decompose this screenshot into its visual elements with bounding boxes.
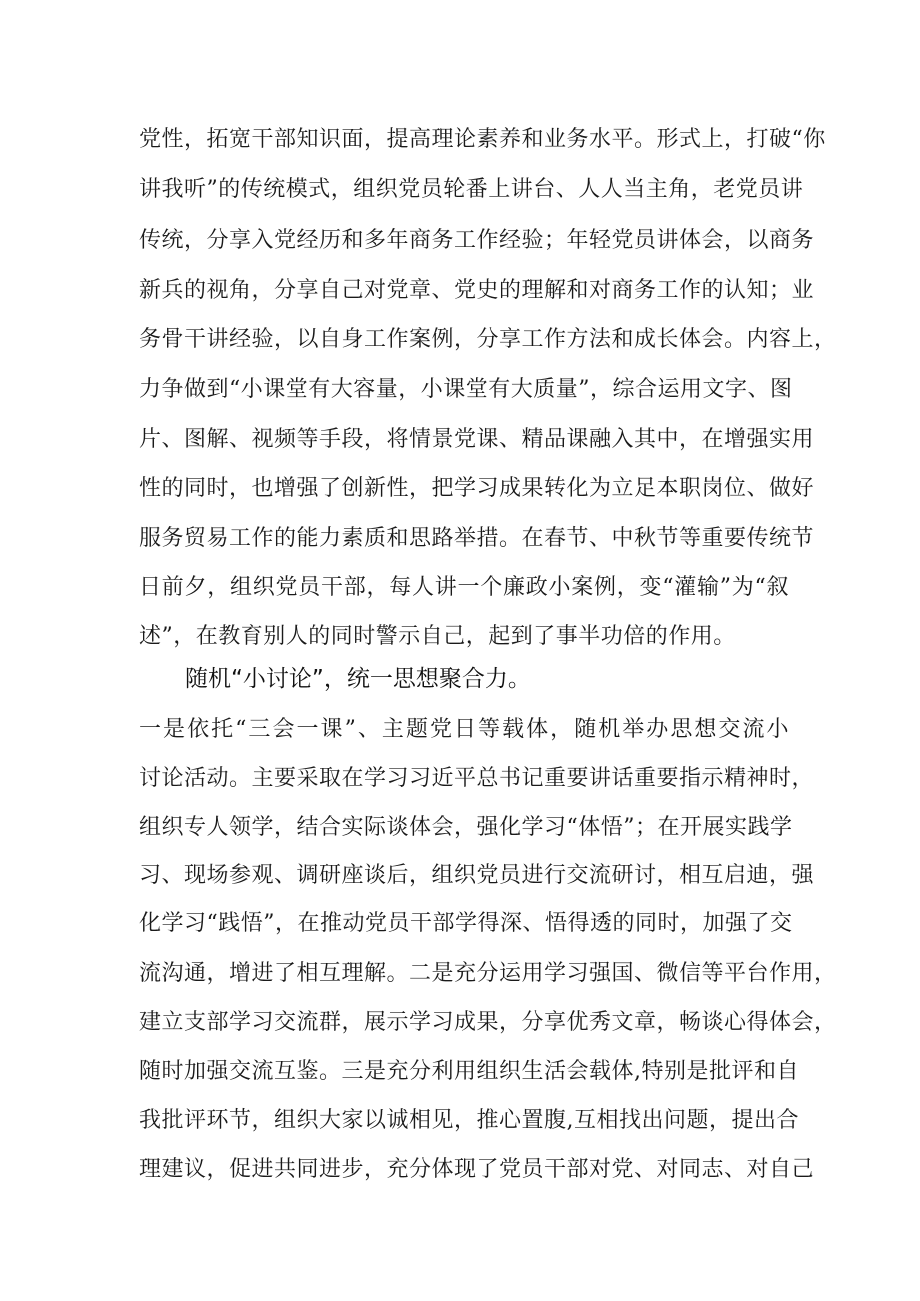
paragraph-1-line-5: 务骨干讲经验，以自身工作案例，分享工作方法和成长体会。内容上， [139,327,837,352]
paragraph-1-line-10: 日前夕，组织党员干部，每人讲一个廉政小案例，变“灌输”为“叙 [139,575,789,600]
paragraph-1-line-3: 传统，分享入党经历和多年商务工作经验；年轻党员讲体会，以商务 [139,228,815,253]
paragraph-1-line-2: 讲我听”的传统模式，组织党员轮番上讲台、人人当主角，老党员讲 [139,177,804,202]
paragraph-1-line-8: 性的同时，也增强了创新性，把学习成果转化为立足本职岗位、做好 [139,476,815,501]
paragraph-2-line-9: 我批评环节，组织大家以诚相见，推心置腹,互相找出问题，提出合 [139,1108,799,1133]
paragraph-2-line-8: 随时加强交流互鉴。三是充分利用组织生活会载体,特别是批评和自 [139,1059,799,1084]
paragraph-1-line-1: 党性，拓宽干部知识面，提高理论素养和业务水平。形式上，打破“你 [139,127,826,152]
paragraph-1-line-9: 服务贸易工作的能力素质和思路举措。在春节、中秋节等重要传统节 [139,526,815,551]
paragraph-2-line-6: 流沟通，增进了相互理解。二是充分运用学习强国、微信等平台作用， [139,961,837,986]
paragraph-1-line-6: 力争做到“小课堂有大容量，小课堂有大质量”，综合运用文字、图 [139,377,793,402]
paragraph-2-line-10: 理建议，促进共同进步，充分体现了党员干部对党、对同志、对自己 [139,1157,815,1182]
paragraph-2-line-4: 习、现场参观、调研座谈后，组织党员进行交流研讨，相互启迪，强 [139,863,815,888]
paragraph-2-line-2: 讨论活动。主要采取在学习习近平总书记重要讲话重要指示精神时， [139,766,815,791]
paragraph-1-line-7: 片、图解、视频等手段，将情景党课、精品课融入其中，在增强实用 [139,427,815,452]
paragraph-1-line-4: 新兵的视角，分享自己对党章、党史的理解和对商务工作的认知；业 [139,278,815,303]
paragraph-2-line-1: 一是依托“三会一课”、主题党日等载体，随机举办思想交流小 [139,717,789,742]
paragraph-2-line-7: 建立支部学习交流群，展示学习成果，分享优秀文章，畅谈心得体会， [139,1010,837,1035]
paragraph-2-line-5: 化学习“践悟”，在推动党员干部学得深、悟得透的同时，加强了交 [139,911,793,936]
paragraph-2-line-3: 组织专人领学，结合实际谈体会，强化学习“体悟”；在开展实践学 [139,815,793,840]
section-heading: 随机“小讨论”，统一思想聚合力。 [185,666,531,692]
paragraph-1-line-11: 述”，在教育别人的同时警示自己，起到了事半功倍的作用。 [139,624,736,649]
